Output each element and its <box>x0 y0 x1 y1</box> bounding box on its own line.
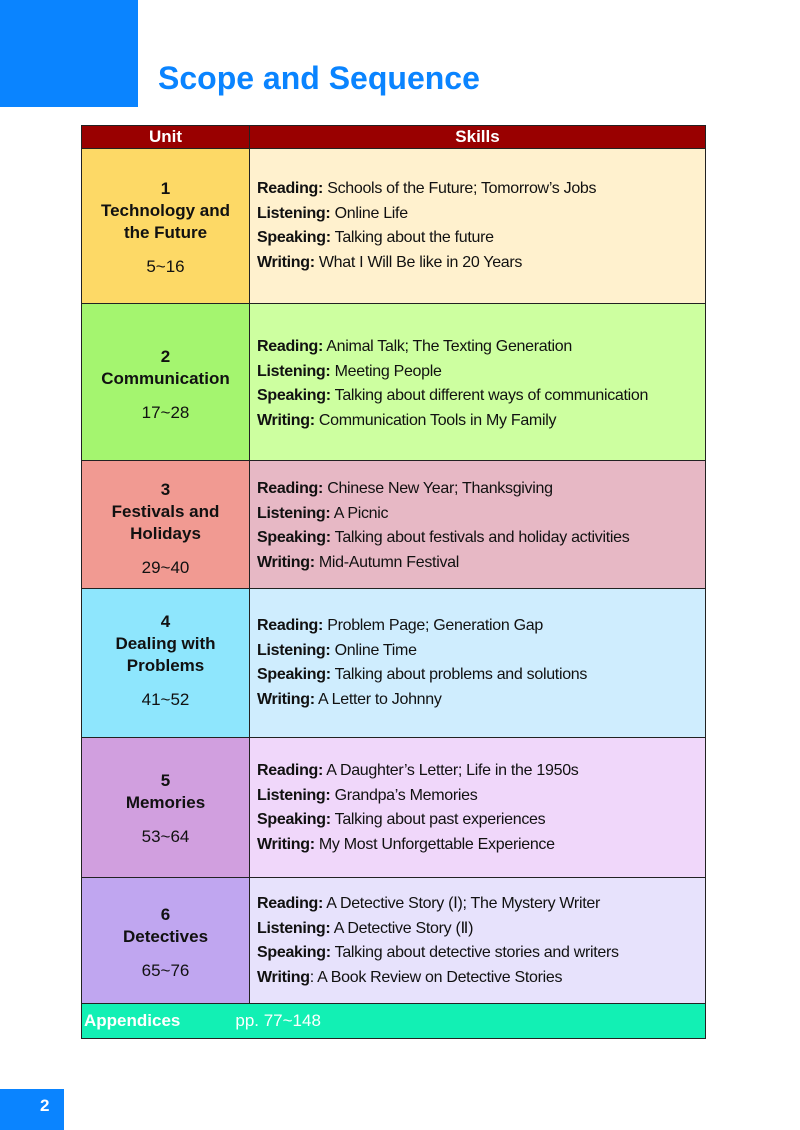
unit-number: 6 <box>160 905 171 924</box>
unit-number: 2 <box>160 347 171 366</box>
skill-reading <box>257 614 705 639</box>
appendix-row <box>82 1004 706 1039</box>
skill-text: Communication Tools in My Family <box>314 411 557 429</box>
skill-text: Talking about problems and solutions <box>330 666 588 683</box>
unit-name: Dealing with <box>115 634 216 653</box>
appendix-cell <box>82 1004 706 1039</box>
table-row <box>82 589 706 738</box>
unit-name: Communication <box>101 369 230 388</box>
skill-label: Speaking: <box>257 529 331 546</box>
unit-pages: 41~52 <box>141 690 190 709</box>
skill-speaking <box>257 526 705 551</box>
unit-cell <box>82 304 250 461</box>
skill-text: Grandpa’s Memories <box>330 786 478 804</box>
unit-cell <box>82 461 250 589</box>
unit-number: 4 <box>160 612 171 631</box>
header-unit: Unit <box>82 126 250 149</box>
unit-pages: 53~64 <box>141 827 190 846</box>
skill-text: A Detective Story (Ⅱ) <box>330 919 474 937</box>
skill-label: Listening: <box>257 641 331 659</box>
skill-writing <box>257 966 705 991</box>
skill-text: Mid-Autumn Festival <box>314 553 460 571</box>
skill-writing <box>257 688 705 713</box>
skill-label: Reading: <box>257 895 324 912</box>
page-number-block <box>0 1089 64 1130</box>
skill-writing <box>257 251 705 276</box>
skill-label: Writing: <box>257 835 315 853</box>
skill-writing <box>257 409 705 434</box>
unit-cell <box>82 738 250 878</box>
skill-listening <box>257 502 705 527</box>
skill-speaking <box>257 663 705 688</box>
skill-label: Writing <box>257 968 310 986</box>
skill-label: Listening: <box>257 362 331 380</box>
unit-name: Holidays <box>130 524 201 543</box>
unit-name: Festivals and <box>111 502 220 521</box>
unit-number: 3 <box>160 480 171 499</box>
skill-listening <box>257 639 705 664</box>
skill-speaking <box>257 226 705 251</box>
unit-cell <box>82 149 250 304</box>
skill-label: Writing: <box>257 253 315 271</box>
skill-speaking <box>257 941 705 966</box>
skill-text: Talking about the future <box>330 229 494 246</box>
skill-text: Online Life <box>330 204 408 222</box>
skill-text: Chinese New Year; Thanksgiving <box>323 480 553 497</box>
skill-label: Listening: <box>257 504 331 522</box>
skill-text: Meeting People <box>330 362 442 380</box>
skill-text: Schools of the Future; Tomorrow’s Jobs <box>323 180 597 197</box>
skills-cell <box>250 149 706 304</box>
skill-reading <box>257 177 705 202</box>
skill-label: Reading: <box>257 338 324 355</box>
appendix-pages: pp. 77~148 <box>235 1011 321 1030</box>
skill-label: Speaking: <box>257 944 331 961</box>
skill-listening <box>257 784 705 809</box>
page-title: Scope and Sequence <box>158 60 480 96</box>
skill-label: Writing: <box>257 411 315 429</box>
unit-pages: 5~16 <box>146 257 185 276</box>
table-row <box>82 878 706 1004</box>
skill-listening <box>257 202 705 227</box>
unit-name: the Future <box>123 223 208 242</box>
table-row <box>82 738 706 878</box>
unit-number: 1 <box>160 179 171 198</box>
unit-cell <box>82 878 250 1004</box>
skill-label: Reading: <box>257 617 324 634</box>
skill-listening <box>257 360 705 385</box>
unit-pages: 29~40 <box>141 558 190 577</box>
table-header-row <box>82 126 706 149</box>
unit-number: 5 <box>160 771 171 790</box>
skill-text: Talking about festivals and holiday activities <box>330 529 630 546</box>
skill-label: Speaking: <box>257 387 331 404</box>
skills-cell <box>250 461 706 589</box>
header-skills: Skills <box>250 126 706 149</box>
unit-name: Problems <box>126 656 205 675</box>
skill-reading <box>257 335 705 360</box>
table-row <box>82 149 706 304</box>
skill-speaking <box>257 384 705 409</box>
corner-decoration <box>0 0 138 107</box>
table-row <box>82 304 706 461</box>
skill-label: Reading: <box>257 762 324 779</box>
unit-pages: 17~28 <box>141 403 190 422</box>
skill-text: Talking about different ways of communication <box>330 387 649 404</box>
appendix-label: Appendices <box>84 1011 181 1030</box>
unit-name: Memories <box>125 793 206 812</box>
skill-text: What I Will Be like in 20 Years <box>314 253 523 271</box>
skill-reading <box>257 892 705 917</box>
skill-label: Speaking: <box>257 666 331 683</box>
skill-writing <box>257 833 705 858</box>
skill-label: Reading: <box>257 180 324 197</box>
skill-listening <box>257 917 705 942</box>
skills-cell <box>250 304 706 461</box>
skills-cell <box>250 589 706 738</box>
skill-label: Speaking: <box>257 229 331 246</box>
skill-reading <box>257 759 705 784</box>
page-number: 2 <box>40 1096 50 1115</box>
skill-label: Listening: <box>257 919 331 937</box>
unit-name: Detectives <box>122 927 209 946</box>
skill-label: Listening: <box>257 204 331 222</box>
skill-reading <box>257 477 705 502</box>
skill-text: A Picnic <box>330 504 389 522</box>
skill-text: Talking about past experiences <box>330 811 546 828</box>
skill-label: Speaking: <box>257 811 331 828</box>
skill-text: Talking about detective stories and writers <box>330 944 619 961</box>
skill-label: Writing: <box>257 690 315 708</box>
scope-table <box>81 125 706 1039</box>
skill-text: A Detective Story (Ⅰ); The Mystery Writer <box>323 895 600 912</box>
skill-text: Online Time <box>330 641 417 659</box>
skill-label: Reading: <box>257 480 324 497</box>
table-row <box>82 461 706 589</box>
skill-writing <box>257 551 705 576</box>
skill-text: : A Book Review on Detective Stories <box>309 968 563 986</box>
unit-pages: 65~76 <box>141 961 190 980</box>
skill-text: Animal Talk; The Texting Generation <box>323 338 572 355</box>
skills-cell <box>250 738 706 878</box>
unit-cell <box>82 589 250 738</box>
skill-text: A Letter to Johnny <box>314 690 442 708</box>
skill-text: Problem Page; Generation Gap <box>323 617 543 634</box>
unit-name: Technology and <box>100 201 231 220</box>
skills-cell <box>250 878 706 1004</box>
skill-text: My Most Unforgettable Experience <box>314 835 555 853</box>
skill-label: Listening: <box>257 786 331 804</box>
skill-label: Writing: <box>257 553 315 571</box>
skill-speaking <box>257 808 705 833</box>
skill-text: A Daughter’s Letter; Life in the 1950s <box>323 762 579 779</box>
